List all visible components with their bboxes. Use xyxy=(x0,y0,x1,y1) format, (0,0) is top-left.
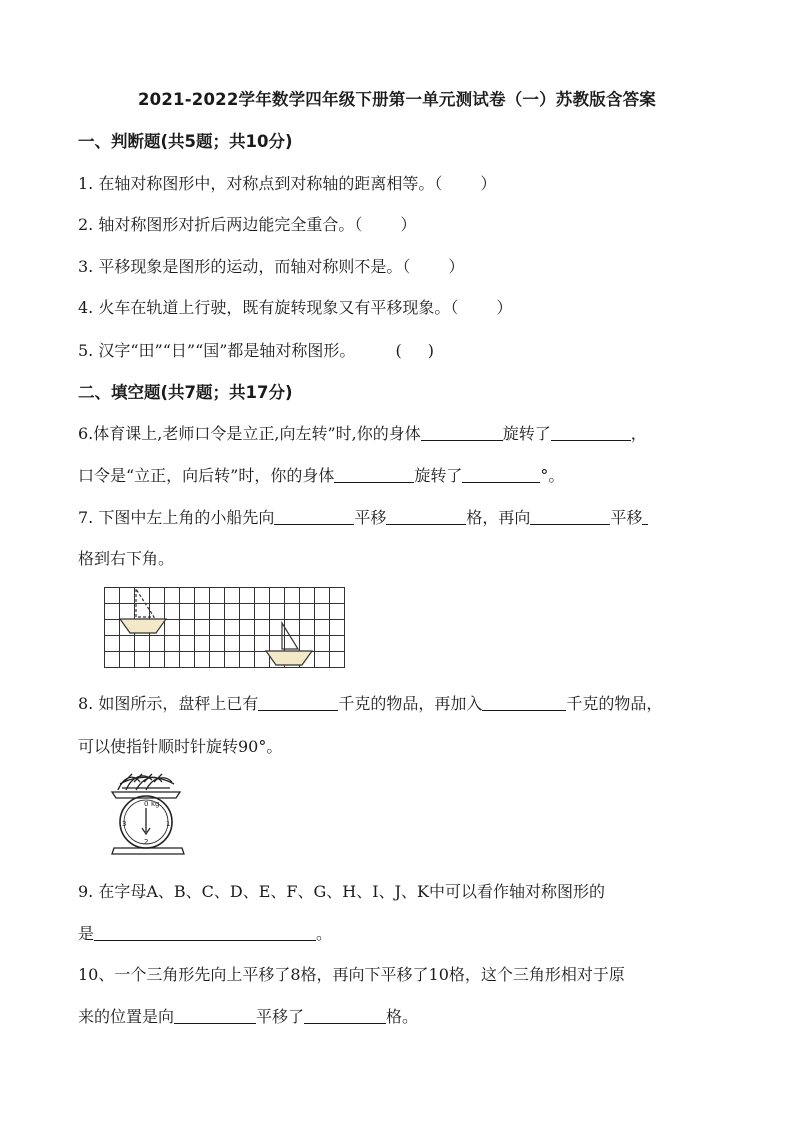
question-7-blank-2[interactable] xyxy=(386,508,466,525)
question-10-blank-1[interactable] xyxy=(174,1007,256,1024)
boat-end xyxy=(266,623,312,665)
page-title: 2021-2022学年数学四年级下册第一单元测试卷（一）苏教版含答案 xyxy=(138,90,656,109)
question-3-text: 3. 平移现象是图形的运动，而轴对称则不是。 xyxy=(78,257,403,276)
question-6-blank-3[interactable] xyxy=(334,466,414,483)
question-5-text: 5. 汉字“田”“日”“国”都是轴对称图形。 xyxy=(78,341,356,360)
scale-base xyxy=(112,848,184,854)
scale-goods xyxy=(118,774,174,790)
question-8-blank-1[interactable] xyxy=(258,694,338,711)
question-4-open-paren: （ xyxy=(450,298,459,317)
question-1-open-paren: （ xyxy=(434,174,443,193)
question-2-open-paren: （ xyxy=(354,215,363,234)
question-10-text-c: 平移了 xyxy=(256,1007,305,1026)
question-8-text-b: 千克的物品，再加入 xyxy=(338,694,483,713)
question-9-text-b: 是 xyxy=(78,924,95,943)
scale-unit: kg xyxy=(151,800,160,808)
question-5-open-paren: ( xyxy=(395,341,402,360)
question-1 xyxy=(78,171,496,194)
question-6-text-d: 口令是“立正，向后转”时，你的身体 xyxy=(78,466,335,485)
question-7-text-b: 平移 xyxy=(354,508,387,527)
question-5 xyxy=(78,338,434,361)
question-6-text-a: 6.体育课上,老师口令是立正,向左转”时,你的身体 xyxy=(78,424,421,443)
scale-figure xyxy=(104,770,190,856)
question-7-line-2 xyxy=(78,546,174,569)
question-2 xyxy=(78,212,416,235)
question-9-text-a: 9. 在字母A、B、C、D、E、F、G、H、I、J、K中可以看作轴对称图形的 xyxy=(78,882,605,901)
question-3-open-paren: （ xyxy=(402,257,411,276)
section-fill-heading: 二、填空题(共7题；共17分) xyxy=(78,383,293,402)
question-8-line-1 xyxy=(78,691,662,714)
scale-pan xyxy=(112,792,180,798)
question-9-text-c: 。 xyxy=(316,924,333,943)
question-1-text: 1. 在轴对称图形中，对称点到对称轴的距离相等。 xyxy=(78,174,435,193)
question-6-blank-2[interactable] xyxy=(551,424,631,441)
question-6-line-2 xyxy=(78,463,564,486)
question-2-close-paren: ） xyxy=(400,215,417,234)
question-3-close-paren: ） xyxy=(448,257,465,276)
question-7-text-c: 格，再向 xyxy=(466,508,531,527)
question-3 xyxy=(78,254,464,277)
scale-needle xyxy=(142,808,150,834)
question-2-text: 2. 轴对称图形对折后两边能完全重合。 xyxy=(78,215,355,234)
scale-label-top: 0 xyxy=(144,800,149,808)
question-5-close-paren: ) xyxy=(427,341,434,360)
question-6-blank-4[interactable] xyxy=(462,466,540,483)
question-6-line-1 xyxy=(78,421,647,444)
question-8-text-a: 8. 如图所示，盘秤上已有 xyxy=(78,694,259,713)
question-6-blank-1[interactable] xyxy=(421,424,503,441)
question-7-text-e: 格到右下角。 xyxy=(78,549,175,568)
question-7-text-a: 7. 下图中左上角的小船先向 xyxy=(78,508,275,527)
question-6-text-c: ， xyxy=(630,424,647,443)
question-10-text-b: 来的位置是向 xyxy=(78,1007,175,1026)
question-7-blank-1[interactable] xyxy=(274,508,354,525)
question-10-blank-2[interactable] xyxy=(304,1007,386,1024)
question-7-text-d: 平移 xyxy=(610,508,643,527)
question-10-line-2 xyxy=(78,1004,418,1027)
question-4 xyxy=(78,295,512,318)
scale-label-left: 3 xyxy=(122,820,127,828)
boat-start xyxy=(120,589,166,633)
question-10-text-d: 格。 xyxy=(386,1007,419,1026)
question-6-text-b: 旋转了 xyxy=(502,424,551,443)
question-7-blank-4[interactable] xyxy=(642,508,648,525)
question-7-line-1 xyxy=(78,505,648,528)
question-10-text-a: 10、一个三角形先向上平移了8格，再向下平移了10格，这个三角形相对于原 xyxy=(78,965,625,984)
question-8-line-2 xyxy=(78,734,282,757)
question-4-text: 4. 火车在轨道上行驶，既有旋转现象又有平移现象。 xyxy=(78,298,451,317)
question-9-line-2 xyxy=(78,921,332,944)
boat-grid-figure xyxy=(104,587,346,669)
question-9-line-1 xyxy=(78,879,605,902)
question-7-blank-3[interactable] xyxy=(530,508,610,525)
question-10-line-1 xyxy=(78,962,625,985)
section-judgement-heading: 一、判断题(共5题；共10分) xyxy=(78,132,293,151)
question-9-blank[interactable] xyxy=(94,924,316,941)
question-6-text-e: 旋转了 xyxy=(414,466,463,485)
question-8-text-d: 可以使指针顺时针旋转90°。 xyxy=(78,737,283,756)
question-8-blank-2[interactable] xyxy=(482,694,566,711)
question-6-text-f: °。 xyxy=(540,466,565,485)
question-1-close-paren: ） xyxy=(480,174,497,193)
question-4-close-paren: ） xyxy=(496,298,513,317)
scale-label-bottom: 2 xyxy=(144,838,149,846)
question-8-text-c: 千克的物品， xyxy=(566,694,663,713)
scale-label-right: 1 xyxy=(166,820,171,828)
